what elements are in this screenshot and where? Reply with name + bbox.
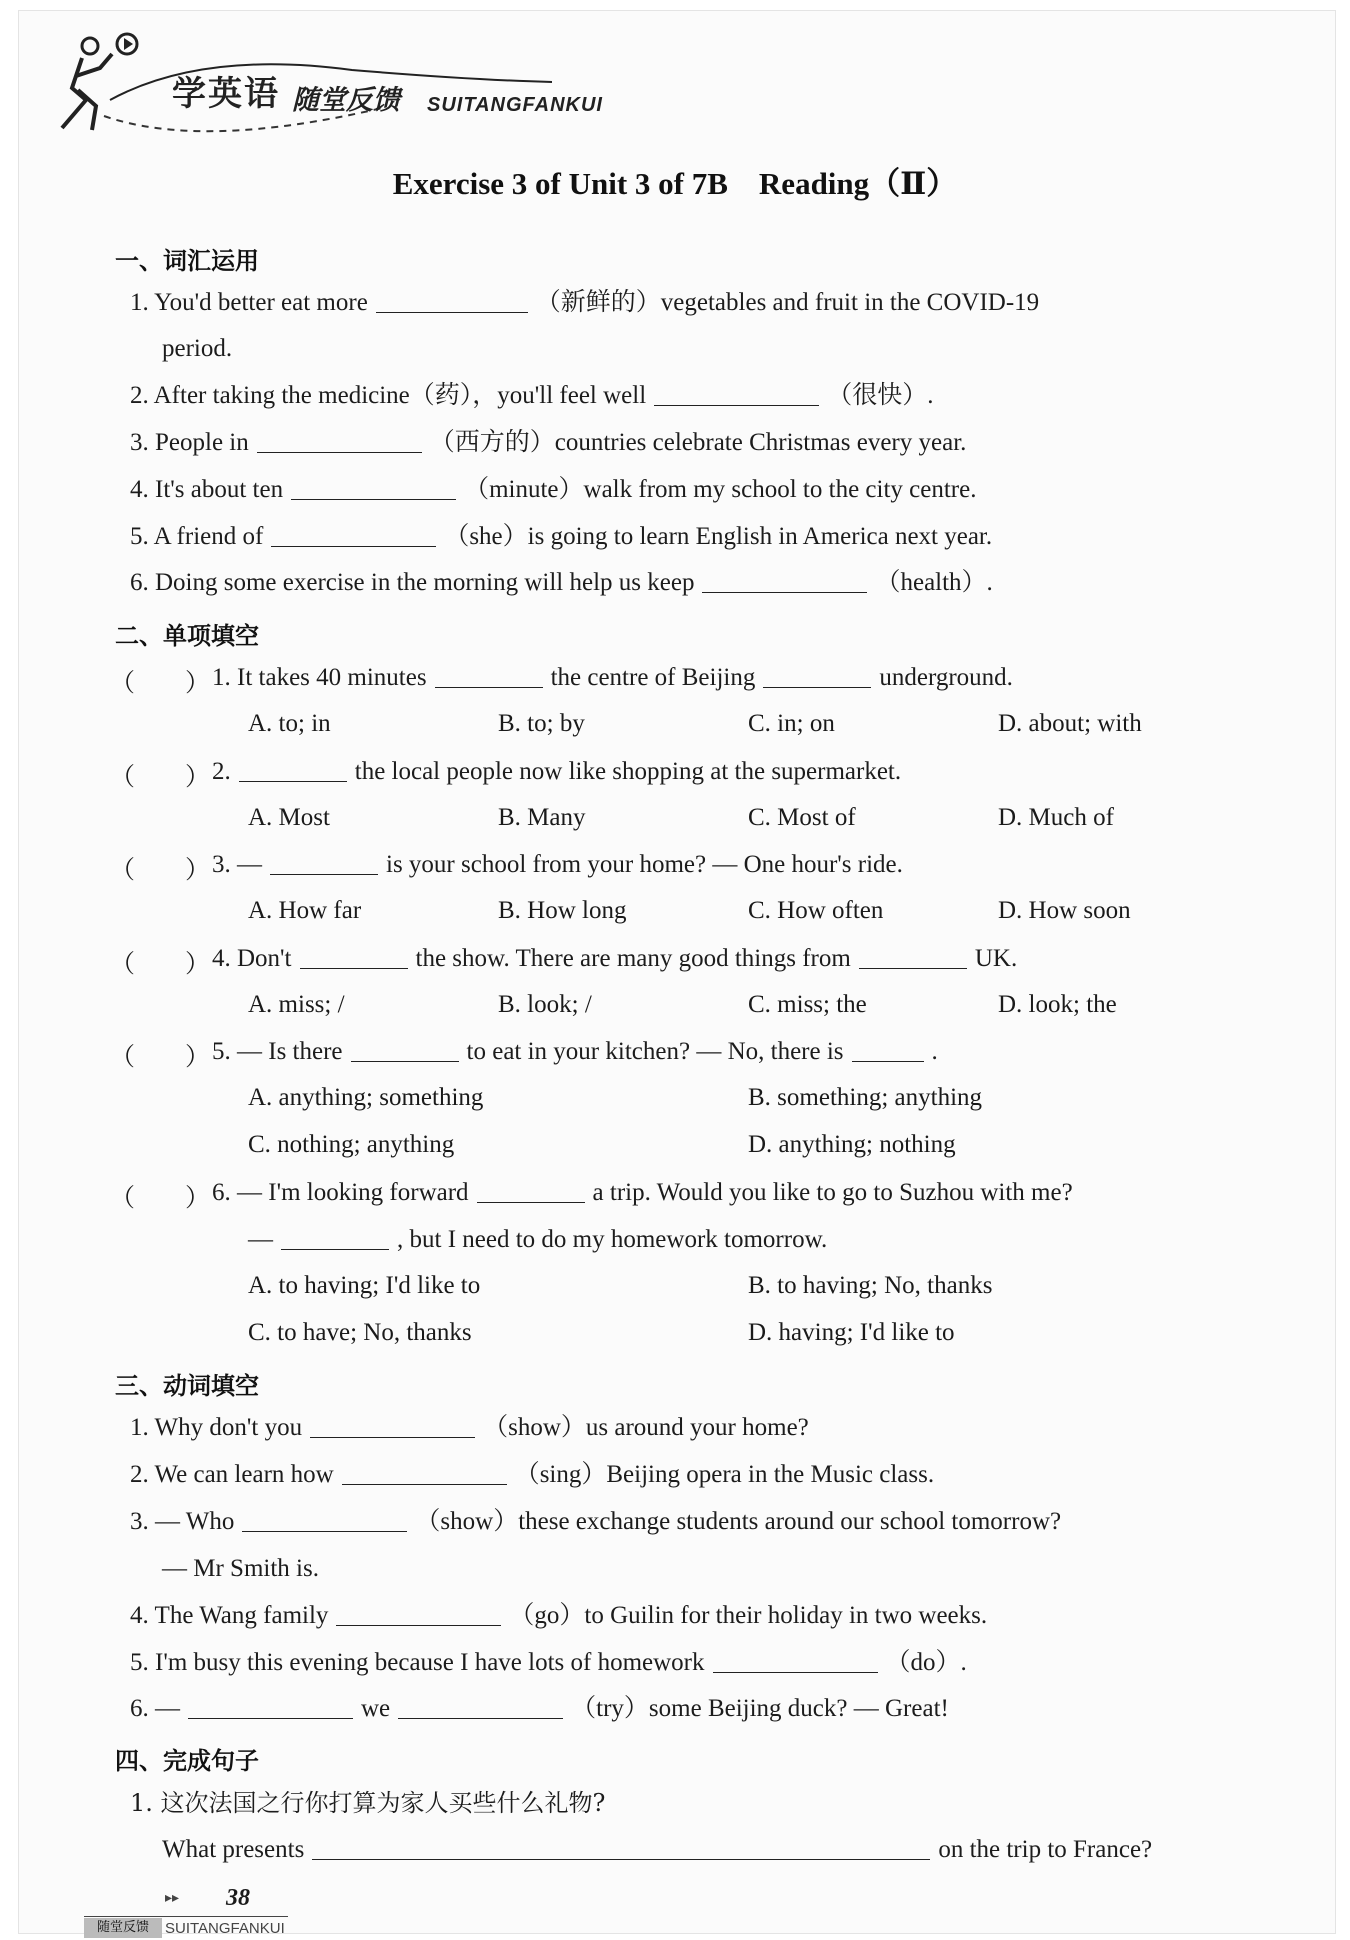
vocab-text: 6. Doing some exercise in the morning will help us keep	[130, 569, 695, 596]
vocab-text: 2. After taking the medicine（药），you'll feel well	[130, 382, 647, 409]
verb-item-5	[130, 1648, 967, 1678]
mc-question-4	[212, 944, 1017, 974]
verb-text: （sing）Beijing opera in the Music class.	[514, 1461, 935, 1488]
answer-blank[interactable]	[702, 570, 867, 593]
answer-blank	[852, 1039, 924, 1062]
mc-option[interactable]: C. nothing; anything	[248, 1131, 455, 1158]
mc-option[interactable]: C. miss; the	[748, 991, 867, 1018]
verb-item-3-answer: — Mr Smith is.	[162, 1555, 319, 1582]
verb-text: 2. We can learn how	[130, 1461, 334, 1488]
mc-question-1	[212, 663, 1013, 693]
mc-option[interactable]: B. How long	[498, 897, 627, 924]
answer-blank	[763, 665, 871, 688]
answer-blank[interactable]	[271, 524, 436, 547]
answer-blank[interactable]	[310, 1415, 475, 1438]
footer-brand: SUITANGFANKUI	[165, 1920, 285, 1937]
verb-item-4	[130, 1601, 987, 1631]
answer-blank[interactable]	[398, 1696, 563, 1719]
mc-option[interactable]: B. something; anything	[748, 1084, 983, 1111]
answer-blank	[300, 946, 408, 969]
mc-question-6	[212, 1178, 1073, 1208]
mc-text: —	[248, 1226, 273, 1253]
mc-question-6-cont	[248, 1225, 827, 1255]
footer-arrows-icon: ▸▸	[165, 1891, 180, 1906]
mc-text: underground.	[879, 664, 1013, 691]
verb-text: 1. Why don't you	[130, 1414, 303, 1441]
mc-text: the show. There are many good things from	[415, 945, 851, 972]
sentence-text: What presents	[162, 1836, 305, 1863]
mc-option[interactable]: D. anything; nothing	[748, 1131, 956, 1158]
mc-text: 3. —	[212, 851, 262, 878]
vocab-text: 5. A friend of	[130, 523, 264, 550]
vocab-item-3	[130, 428, 966, 458]
mc-question-3	[212, 850, 903, 880]
answer-blank[interactable]	[188, 1696, 353, 1719]
mc-option[interactable]: B. Many	[498, 804, 586, 831]
answer-paren[interactable]: （ ）	[110, 857, 211, 884]
mc-option[interactable]: D. Much of	[998, 804, 1114, 831]
mc-option[interactable]: A. to having; I'd like to	[248, 1272, 481, 1299]
mc-text: is your school from your home? — One hour's ride.	[386, 851, 903, 878]
answer-blank[interactable]	[257, 430, 422, 453]
vocab-text: （minute）walk from my school to the city centre.	[464, 476, 977, 503]
verb-text: 4. The Wang family	[130, 1602, 329, 1629]
answer-paren[interactable]: （ ）	[110, 1044, 211, 1071]
vocab-text: （西方的）countries celebrate Christmas every year.	[429, 429, 967, 456]
mc-option[interactable]: A. Most	[248, 804, 330, 831]
vocab-item-1	[130, 288, 1039, 318]
verb-text: （do）.	[885, 1649, 967, 1676]
page-number: 38	[226, 1885, 250, 1911]
mc-text: 6. — I'm looking forward	[212, 1179, 469, 1206]
section-heading-sentences: 四、完成句子	[115, 1747, 259, 1775]
answer-paren[interactable]: （ ）	[110, 764, 211, 791]
logo-subtitle-cn: 随堂反馈	[292, 85, 400, 116]
verb-item-6	[130, 1694, 949, 1724]
vocab-text: （很快）.	[827, 382, 934, 409]
mc-option[interactable]: D. having; I'd like to	[748, 1319, 955, 1346]
mc-option[interactable]: D. look; the	[998, 991, 1117, 1018]
vocab-text: 1. You'd better eat more	[130, 289, 368, 316]
mc-option[interactable]: C. in; on	[748, 710, 835, 737]
mc-text: .	[931, 1038, 938, 1065]
mc-text: the local people now like shopping at the supermarket.	[354, 758, 902, 785]
logo-subtitle-en: SUITANGFANKUI	[427, 94, 603, 116]
mc-text: UK.	[974, 945, 1018, 972]
answer-blank[interactable]	[312, 1837, 930, 1860]
vocab-text: 4. It's about ten	[130, 476, 284, 503]
sentence-item-1	[162, 1835, 1152, 1865]
mc-option[interactable]: A. anything; something	[248, 1084, 484, 1111]
vocab-item-4	[130, 475, 976, 505]
verb-text: （show）us around your home?	[483, 1414, 809, 1441]
header-logo	[52, 30, 603, 140]
verb-item-1	[130, 1413, 809, 1443]
sentence-text: on the trip to France?	[938, 1836, 1153, 1863]
mc-text: 5. — Is there	[212, 1038, 343, 1065]
answer-blank[interactable]	[291, 477, 456, 500]
mc-text: 2.	[212, 758, 231, 785]
page-title: Exercise 3 of Unit 3 of 7B Reading（Ⅱ）	[392, 166, 958, 201]
answer-paren[interactable]: （ ）	[110, 670, 211, 697]
mc-option[interactable]: D. about; with	[998, 710, 1142, 737]
verb-text: we	[361, 1695, 391, 1722]
vocab-item-2	[130, 381, 933, 411]
mc-text: 4. Don't	[212, 945, 292, 972]
answer-paren[interactable]: （ ）	[110, 951, 211, 978]
verb-text: 3. — Who	[130, 1508, 235, 1535]
answer-blank[interactable]	[654, 383, 819, 406]
mc-text: to eat in your kitchen? — No, there is	[466, 1038, 844, 1065]
answer-blank	[281, 1227, 389, 1250]
vocab-item-1-cont: period.	[162, 335, 233, 362]
section-heading-vocab: 一、词汇运用	[115, 247, 259, 275]
answer-blank	[435, 665, 543, 688]
verb-item-3	[130, 1507, 1061, 1537]
verb-text: （show）these exchange students around our school tomorrow?	[415, 1508, 1062, 1535]
answer-blank	[859, 946, 967, 969]
vocab-text: （health）.	[875, 569, 993, 596]
mc-text: 1. It takes 40 minutes	[212, 664, 427, 691]
answer-blank	[239, 759, 347, 782]
vocab-text: （she）is going to learn English in America next year.	[444, 523, 993, 550]
mc-option[interactable]: B. look; /	[498, 991, 592, 1018]
mc-option[interactable]: B. to having; No, thanks	[748, 1272, 993, 1299]
mc-option[interactable]: A. How far	[248, 897, 362, 924]
logo-title-cn: 学英语	[172, 74, 280, 114]
verb-text: 5. I'm busy this evening because I have lots of homework	[130, 1649, 705, 1676]
verb-text: （go）to Guilin for their holiday in two weeks.	[509, 1602, 988, 1629]
mc-option[interactable]: C. How often	[748, 897, 884, 924]
answer-blank[interactable]	[242, 1509, 407, 1532]
footer-divider	[84, 1916, 288, 1917]
vocab-text: （新鲜的）vegetables and fruit in the COVID-19	[535, 289, 1040, 316]
sentence-item-1-cn: 1. 这次法国之行你打算为家人买些什么礼物?	[130, 1789, 606, 1817]
mc-text: the centre of Beijing	[550, 664, 756, 691]
mc-question-5	[212, 1037, 938, 1067]
mc-option[interactable]: A. to; in	[248, 710, 331, 737]
mc-text: , but I need to do my homework tomorrow.	[397, 1226, 828, 1253]
section-heading-verbs: 三、动词填空	[115, 1372, 259, 1400]
answer-blank[interactable]	[376, 290, 528, 313]
mc-option[interactable]: B. to; by	[498, 710, 585, 737]
answer-blank	[270, 852, 378, 875]
answer-blank	[477, 1180, 585, 1203]
vocab-item-6	[130, 568, 993, 598]
footer-badge: 随堂反馈	[84, 1918, 162, 1938]
answer-blank[interactable]	[336, 1603, 501, 1626]
mc-option[interactable]: D. How soon	[998, 897, 1131, 924]
vocab-item-5	[130, 522, 992, 552]
verb-text: （try）some Beijing duck? — Great!	[571, 1695, 949, 1722]
answer-blank[interactable]	[342, 1462, 507, 1485]
mc-option[interactable]: C. Most of	[748, 804, 856, 831]
section-heading-mc: 二、单项填空	[115, 622, 259, 650]
answer-blank	[351, 1039, 459, 1062]
mc-text: a trip. Would you like to go to Suzhou with me?	[592, 1179, 1073, 1206]
verb-text: 6. —	[130, 1695, 180, 1722]
answer-paren[interactable]: （ ）	[110, 1185, 211, 1212]
answer-blank[interactable]	[713, 1650, 878, 1673]
mc-question-2	[212, 757, 901, 787]
verb-item-2	[130, 1460, 934, 1490]
mc-option[interactable]: A. miss; /	[248, 991, 345, 1018]
mc-option[interactable]: C. to have; No, thanks	[248, 1319, 472, 1346]
vocab-text: 3. People in	[130, 429, 249, 456]
